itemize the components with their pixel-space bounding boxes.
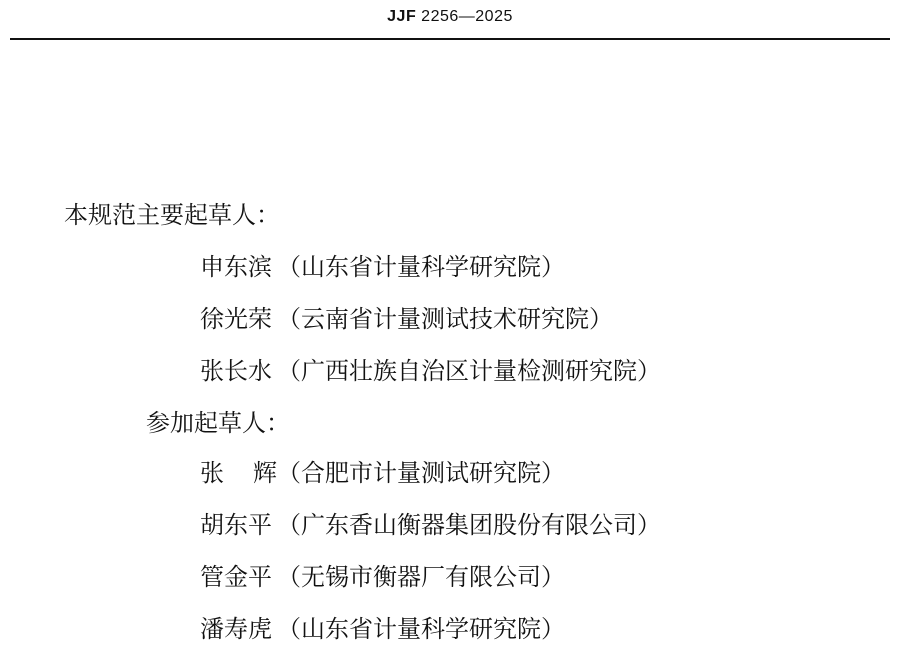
drafter-name: 管金平 — [200, 563, 272, 591]
drafter-name-second: 辉 — [253, 459, 277, 487]
drafter-name: 张长水 — [200, 357, 272, 385]
drafter-name: 徐光荣 — [200, 305, 272, 333]
participating-drafters-heading: 参加起草人： — [146, 409, 290, 437]
standard-prefix: JJF — [387, 8, 417, 25]
participating-drafter-item — [200, 510, 661, 540]
main-drafter-item — [200, 304, 613, 334]
drafter-org: （广西壮族自治区计量检测研究院） — [277, 357, 661, 385]
drafter-org: （山东省计量科学研究院） — [277, 615, 565, 643]
header-rule — [10, 38, 890, 40]
main-drafters-heading: 本规范主要起草人： — [64, 201, 280, 229]
drafter-name: 潘寿虎 — [200, 615, 272, 643]
main-drafter-item — [200, 252, 565, 282]
drafter-org: （广东香山衡器集团股份有限公司） — [277, 511, 661, 539]
drafter-name-first: 张 — [200, 459, 224, 487]
drafter-name — [200, 458, 277, 488]
drafter-org: （山东省计量科学研究院） — [277, 253, 565, 281]
participating-drafter-item — [200, 458, 565, 488]
participating-drafter-item — [200, 614, 565, 644]
drafter-name: 胡东平 — [200, 511, 272, 539]
drafter-org: （无锡市衡器厂有限公司） — [277, 563, 565, 591]
participating-drafter-item — [200, 562, 565, 592]
standard-number: 2256—2025 — [421, 8, 513, 25]
main-drafter-item — [200, 356, 661, 386]
drafter-org: （合肥市计量测试研究院） — [277, 459, 565, 487]
drafter-org: （云南省计量测试技术研究院） — [277, 305, 613, 333]
standard-code — [0, 8, 900, 26]
drafter-name: 申东滨 — [200, 253, 272, 281]
